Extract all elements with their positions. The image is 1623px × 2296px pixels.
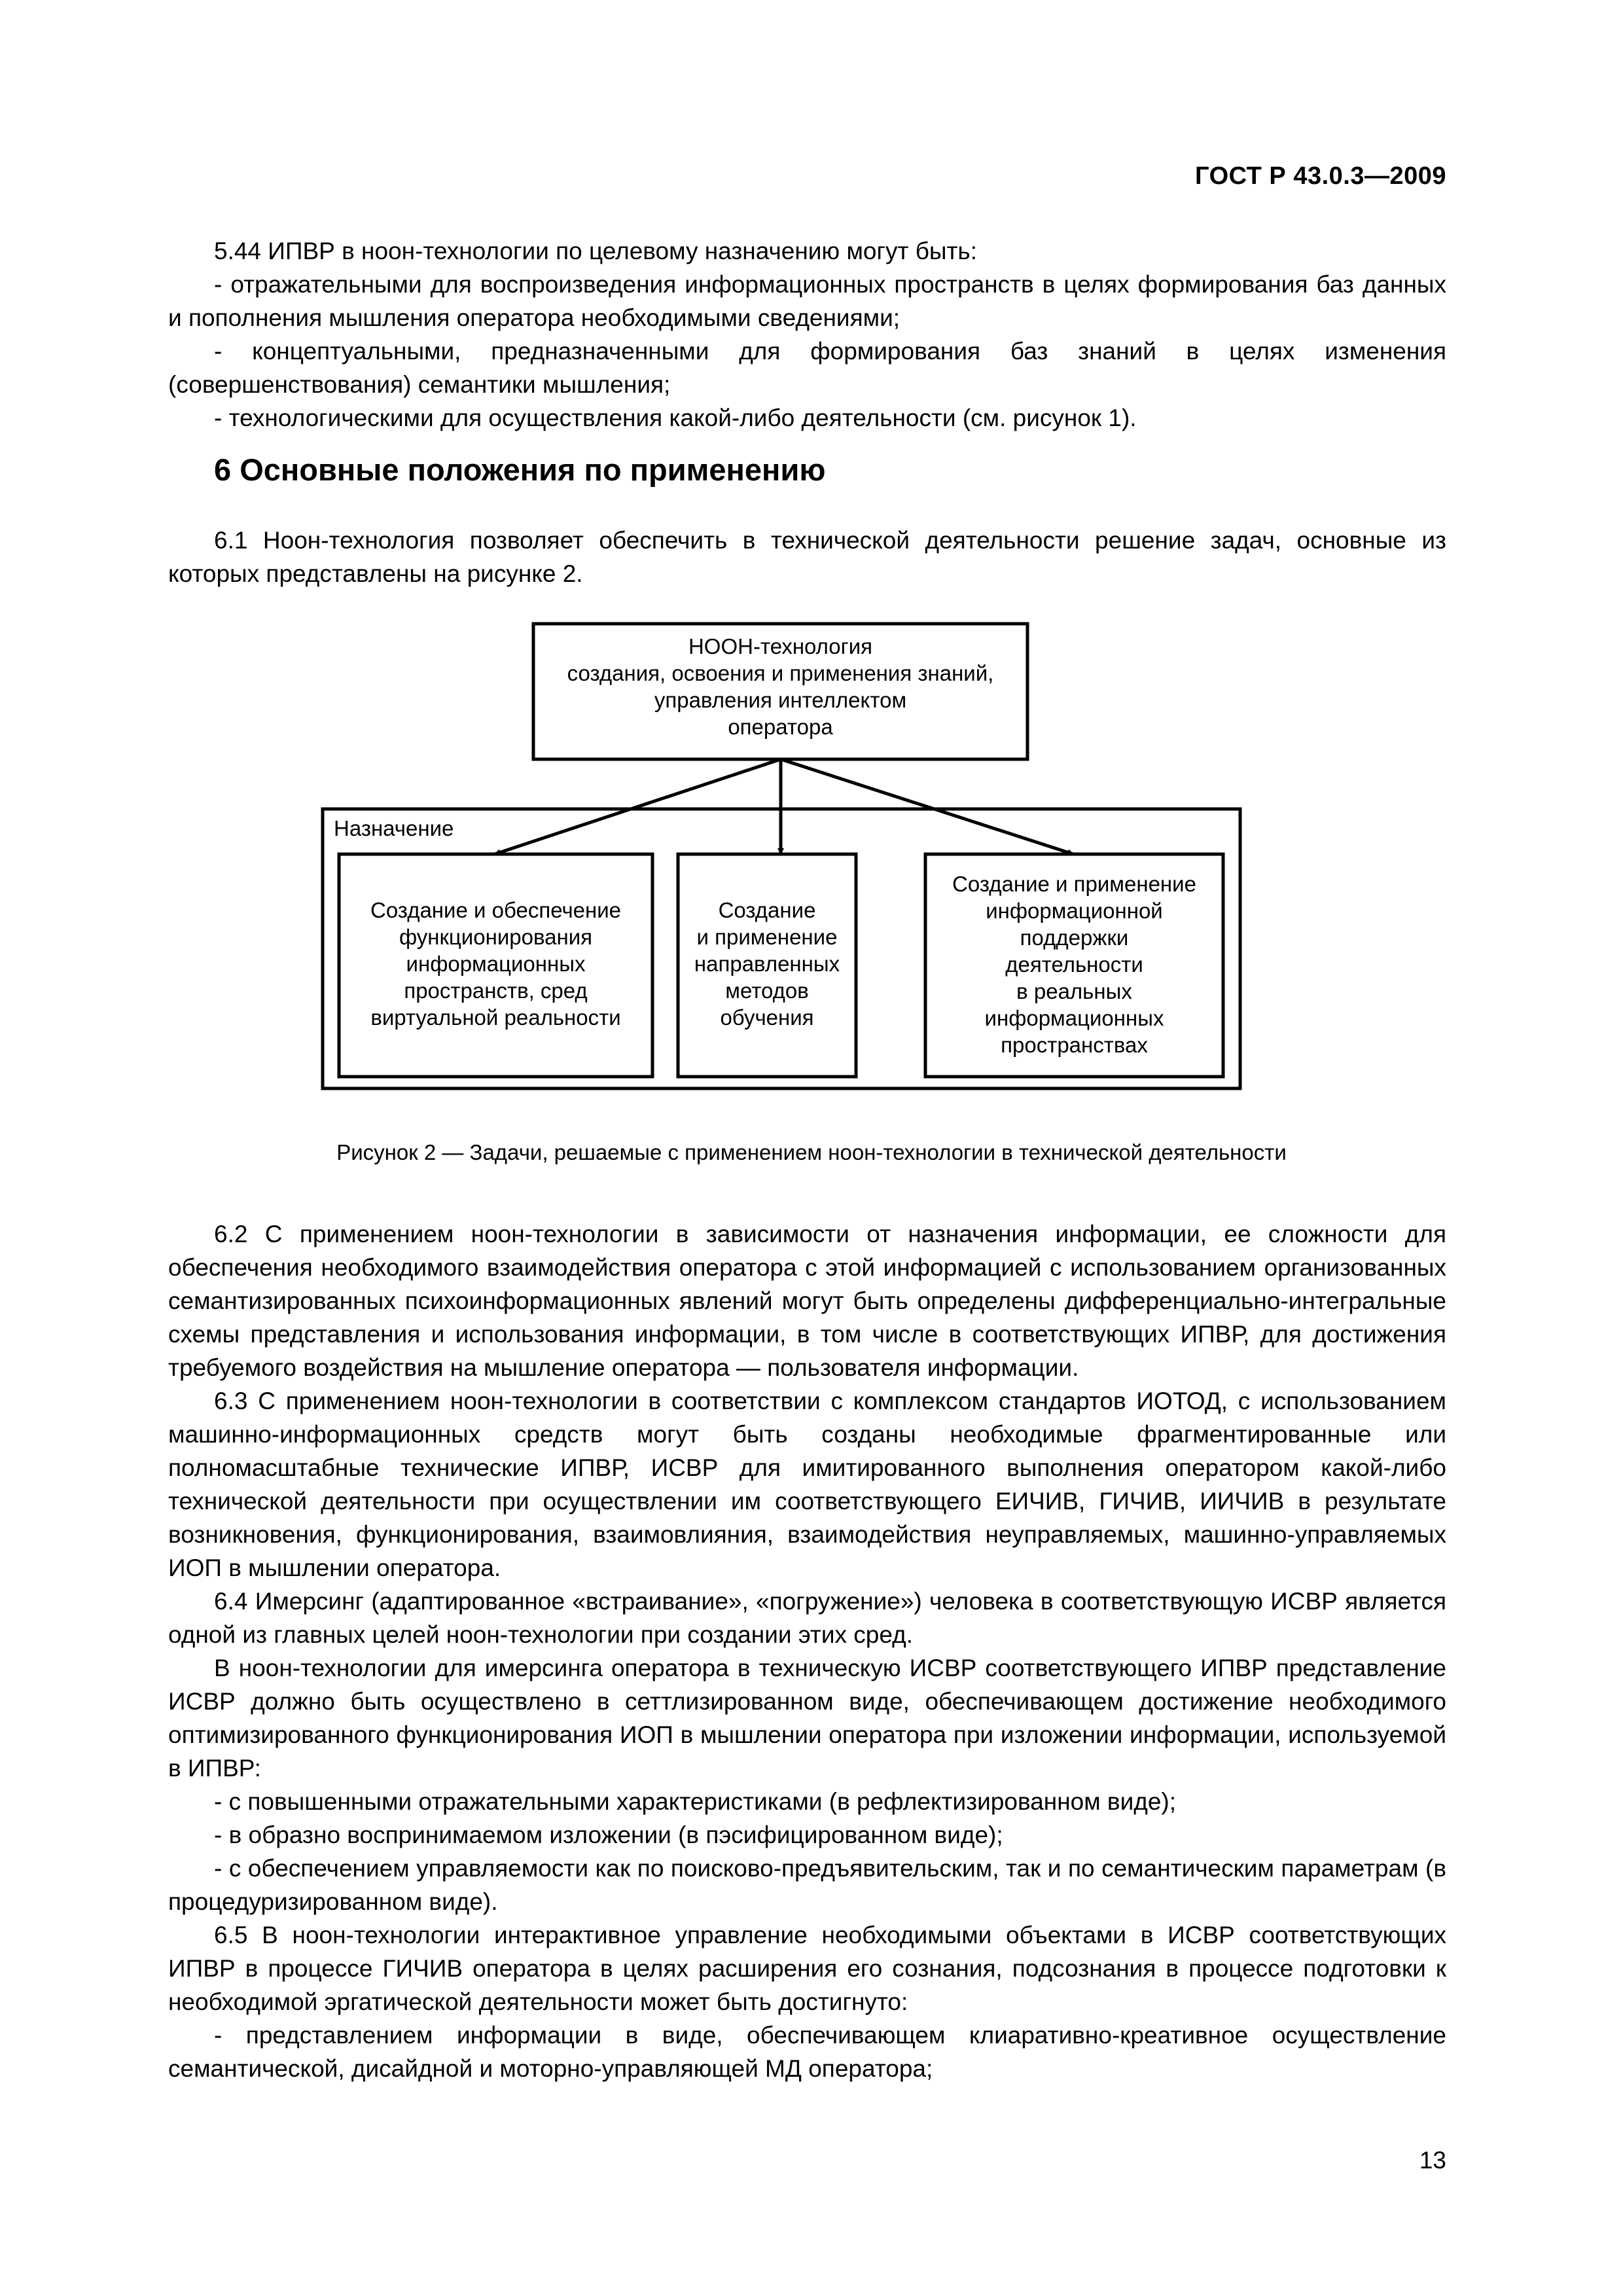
- paragraph-6-4: 6.4 Имерсинг (адаптированное «встраивание», «погружение») человека в соответствующую ИСВР является одной из главных целей ноон-технологии при создании этих сред.: [168, 1588, 1446, 1648]
- arrow-to-box-3: [781, 759, 1073, 854]
- list-item: - концептуальными, предназначенными для формирования баз знаний в целях изменения (совершенствования) семантики мышления;: [168, 338, 1446, 398]
- paragraph-6-3: 6.3 С применением ноон-технологии в соответствии с комплексом стандартов ИОТОД, с использованием машинно-информационных средств могут быть созданы необходимые фрагментированные или полномасштабные технические ИПВР, ИСВР для имитированного выполнения оператором какой-либо технической деятельности при осуществлении им соответствующего ЕИЧИВ, ГИЧИВ, ИИЧИВ в результате возникновения, функционирования, взаимовлияния, взаимодействия неуправляемых, машинно-управляемых ИОП в мышлении оператора.: [168, 1388, 1446, 1581]
- section-5-44-intro: 5.44 ИПВР в ноон-технологии по целевому назначению могут быть:: [214, 238, 977, 264]
- list-item: - в образно воспринимаемом изложении (в пэсифицированном виде);: [214, 1821, 1003, 1848]
- paragraph-6-1: 6.1 Ноон-технология позволяет обеспечить в технической деятельности решение задач, основные из которых представлены на рисунке 2.: [168, 527, 1446, 587]
- arrow-to-box-1: [495, 759, 781, 854]
- box-3-text: Создание и применение информационной поддержки деятельности в реальных информационных пространствах: [952, 872, 1196, 1057]
- page-header-standard: ГОСТ Р 43.0.3—2009: [1195, 162, 1446, 190]
- box-1-text: Создание и обеспечение функционирования информационных пространств, сред виртуальной реальности: [370, 898, 622, 1030]
- paragraph-6-2: 6.2 С применением ноон-технологии в зависимости от назначения информации, ее сложности для обеспечения необходимого взаимодействия оператора с этой информацией с использованием организованных семантизированных психоинформационных явлений могут быть определены дифференциально-интегральные схемы представления и использования информации, в том числе в соответствующих ИПВР, для достижения требуемого воздействия на мышление оператора — пользователя информации.: [168, 1221, 1446, 1381]
- paragraph-6-4-continued: В ноон-технологии для имерсинга оператора в техническую ИСВР соответствующего ИПВР представление ИСВР должно быть осуществлено в сеттлизированном виде, обеспечивающем достижение необходимого оптимизированного функционирования ИОП в мышлении оператора при изложении информации, используемой в ИПВР:: [168, 1655, 1446, 1782]
- list-item: - с обеспечением управляемости как по поисково-предъявительским, так и по семантическим параметрам (в процедуризированном виде).: [168, 1855, 1446, 1915]
- figure-caption: Рисунок 2 — Задачи, решаемые с применением ноон-технологии в технической деятельности: [336, 1140, 1287, 1164]
- top-box-text: НООН-технология создания, освоения и применения знаний, управления интеллектом оператора: [567, 634, 994, 739]
- page-number: 13: [1419, 2147, 1446, 2174]
- box-2-text: Создание и применение направленных методов обучения: [694, 898, 840, 1030]
- body-text: [168, 1217, 1446, 2085]
- section-heading: 6 Основные положения по применению: [214, 452, 826, 487]
- list-item: - представлением информации в виде, обеспечивающем клиаративно-креативное осуществление семантической, дисайдной и моторно-управляющей МД оператора;: [168, 2022, 1446, 2082]
- list-item: - технологическими для осуществления какой-либо деятельности (см. рисунок 1).: [214, 404, 1137, 431]
- list-item: - отражательными для воспроизведения информационных пространств в целях формирования баз данных и пополнения мышления оператора необходимыми сведениями;: [168, 271, 1446, 331]
- paragraph-6-5: 6.5 В ноон-технологии интерактивное управление необходимыми объектами в ИСВР соответствующих ИПВР в процессе ГИЧИВ оператора в целях расширения его сознания, подсознания в процессе подготовки к необходимой эргатической деятельности может быть достигнуто:: [168, 1922, 1446, 2015]
- list-item: - с повышенными отражательными характеристиками (в рефлектизированном виде);: [214, 1788, 1177, 1815]
- group-label: Назначение: [334, 816, 454, 840]
